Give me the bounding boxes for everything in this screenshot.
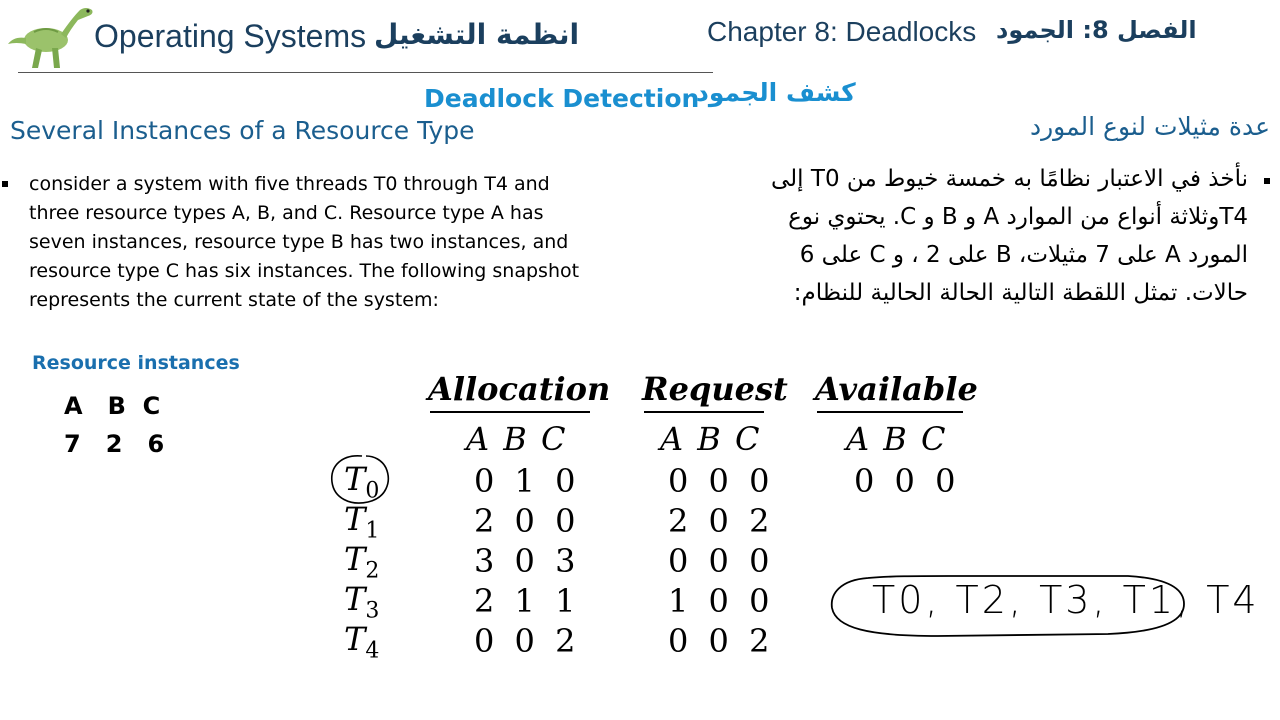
bullet-line: resource type C has six instances. The following snapshot: [29, 260, 580, 282]
section-title: Deadlock Detection: [424, 84, 700, 113]
handwritten-safe-sequence: T0, T2, T3, T1, T4: [872, 578, 1260, 622]
request-cell: 0 0 2: [668, 622, 775, 660]
available-underline: [817, 411, 963, 413]
header-divider: [18, 72, 713, 73]
square-bullet-icon: [2, 181, 8, 187]
bullet-line: T4وثلاثة أنواع من الموارد A و B و C. يحتوي نوع: [788, 204, 1248, 230]
available-header: Available: [815, 370, 978, 408]
course-title: Operating Systems: [94, 18, 367, 54]
bullet-line: consider a system with five threads T0 through T4 and: [29, 173, 550, 195]
course-title-arabic: انظمة التشغيل: [374, 18, 580, 51]
allocation-cell: 0 0 2: [474, 622, 581, 660]
resource-instances-title: Resource instances: [32, 352, 240, 374]
resource-instances-letters: A B C: [64, 392, 161, 420]
subtitle: Several Instances of a Resource Type: [10, 116, 475, 145]
thread-label: $T_4$: [344, 620, 380, 664]
request-cell: 1 0 0: [668, 582, 775, 620]
chapter-title-arabic: الفصل 8: الجمود: [996, 16, 1197, 44]
thread-label: $T_3$: [344, 580, 380, 624]
bullet-text-arabic: [688, 160, 1248, 312]
bullet-line: seven instances, resource type B has two instances, and: [29, 231, 569, 253]
request-cell: 0 0 0: [668, 542, 775, 580]
t0-circle-annotation: [328, 452, 394, 508]
square-bullet-icon: [1264, 178, 1270, 184]
bullet-line: نأخذ في الاعتبار نظامًا به خمسة خيوط من T0 إلى: [771, 166, 1248, 192]
allocation-cell: 2 0 0: [474, 502, 581, 540]
allocation-cell: 0 1 0: [474, 462, 581, 500]
thread-label: $T_0$: [344, 460, 380, 504]
thread-label: $T_2$: [344, 540, 380, 584]
allocation-cell: 2 1 1: [474, 582, 581, 620]
available-cell: 0 0 0: [854, 462, 961, 500]
allocation-header: Allocation: [428, 370, 611, 408]
bullet-line: represents the current state of the system:: [29, 289, 439, 311]
bullet-text-english: [29, 170, 607, 315]
bullet-line: three resource types A, B, and C. Resource type A has: [29, 202, 544, 224]
available-subheader: A B C: [846, 420, 948, 458]
allocation-cell: 3 0 3: [474, 542, 581, 580]
request-header: Request: [642, 370, 788, 408]
chapter-title: Chapter 8: Deadlocks: [707, 16, 977, 47]
section-title-arabic: كشف الجمود: [696, 78, 856, 107]
request-cell: 0 0 0: [668, 462, 775, 500]
allocation-subheader: A B C: [466, 420, 568, 458]
subtitle-arabic: عدة مثيلات لنوع المورد: [1029, 112, 1270, 141]
resource-instances-counts: 7 2 6: [64, 430, 165, 458]
allocation-underline: [430, 411, 590, 413]
request-subheader: A B C: [660, 420, 762, 458]
bullet-line: المورد A على 7 مثيلات، B على 2 ، و C على 6: [799, 242, 1248, 268]
thread-label: $T_1$: [344, 500, 380, 544]
dinosaur-logo-icon: [6, 2, 98, 72]
request-cell: 2 0 2: [668, 502, 775, 540]
request-underline: [644, 411, 764, 413]
bullet-line: حالات. تمثل اللقطة التالية الحالة الحالية للنظام:: [793, 280, 1248, 306]
